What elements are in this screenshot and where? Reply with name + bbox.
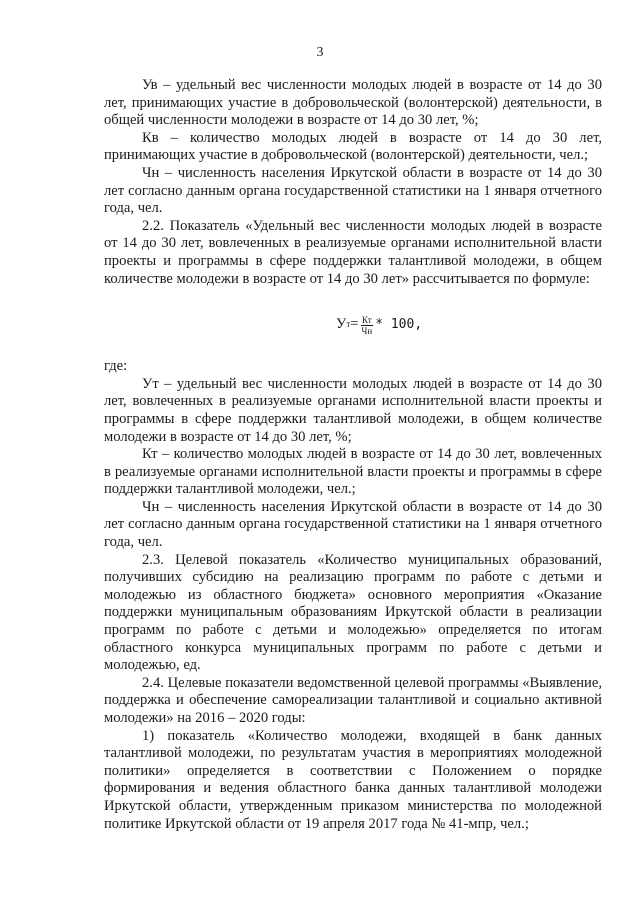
item-1: 1) показатель «Количество молодежи, входящей в банк данных талантливой молодежи, по результатам участия в мероприятиях молодежной политики» определяется в соответствии с Положением о порядке формирования и ведения областного банка данных талантливой молодежи Иркутской области, утвержденным приказом министерства по молодежной политике Иркутской области от 19 апреля 2017 года № 41-мпр, чел.; <box>104 727 602 832</box>
definition-kt: Кт – количество молодых людей в возрасте от 14 до 30 лет, вовлеченных в реализуемые органами исполнительной власти проекты и программы в сфере поддержки талантливой молодежи, чел.; <box>104 446 602 498</box>
formula-denominator: Чн <box>361 325 373 336</box>
formula-numerator: Кт <box>362 314 372 325</box>
formula-fraction <box>361 315 374 336</box>
formula-lhs: У <box>336 316 347 333</box>
definition-kv: Кв – количество молодых людей в возрасте от 14 до 30 лет, принимающих участие в добровольческой (волонтерской) деятельности, чел.; <box>104 129 602 164</box>
formula <box>104 310 602 340</box>
section-2-3: 2.3. Целевой показатель «Количество муниципальных образований, получивших субсидию на реализацию программ по работе с детьми и молодежью из областного бюджета» основного мероприятия «Оказание поддержки муниципальным образованиям Иркутской области в реализации программ по работе с детьми и молодежью» определяется по итогам областного конкурса муниципальных программ по работе с детьми и молодежью, ед. <box>104 551 602 674</box>
where-label: где: <box>104 358 128 375</box>
definition-uv: Ув – удельный вес численности молодых людей в возрасте от 14 до 30 лет, принимающих участие в добровольческой (волонтерской) деятельности, в общей численности молодежи в возрасте от 14 до 30 лет, %; <box>104 77 602 129</box>
formula-rest: * 100, <box>375 317 423 333</box>
formula-lhs-sub: т <box>346 319 351 330</box>
page-number: 3 <box>316 45 324 60</box>
section-2-2: 2.2. Показатель «Удельный вес численности молодых людей в возрасте от 14 до 30 лет, вовлеченных в реализуемые органами исполнительной власти проекты и программы в сфере поддержки талантливой молодежи, в общем количестве молодежи в возрасте от 14 до 30 лет» рассчитывается по формуле: <box>104 217 602 287</box>
definition-chn-2: Чн – численность населения Иркутской области в возрасте от 14 до 30 лет согласно данным органа государственной статистики на 1 января отчетного года, чел. <box>104 498 602 551</box>
document-body <box>104 77 602 833</box>
section-2-4: 2.4. Целевые показатели ведомственной целевой программы «Выявление, поддержка и обеспечение самореализации талантливой и социально активной молодежи» на 2016 – 2020 годы: <box>104 674 602 726</box>
formula-equals: = <box>350 316 359 333</box>
definition-chn: Чн – численность населения Иркутской области в возрасте от 14 до 30 лет согласно данным органа государственной статистики на 1 января отчетного года, чел. <box>104 164 602 217</box>
definition-ut: Ут – удельный вес численности молодых людей в возрасте от 14 до 30 лет, вовлеченных в реализуемые органами исполнительной власти проекты и программы в сфере поддержки талантливой молодежи, в общем количестве молодежи в возрасте от 14 до 30 лет, %; <box>104 375 602 445</box>
